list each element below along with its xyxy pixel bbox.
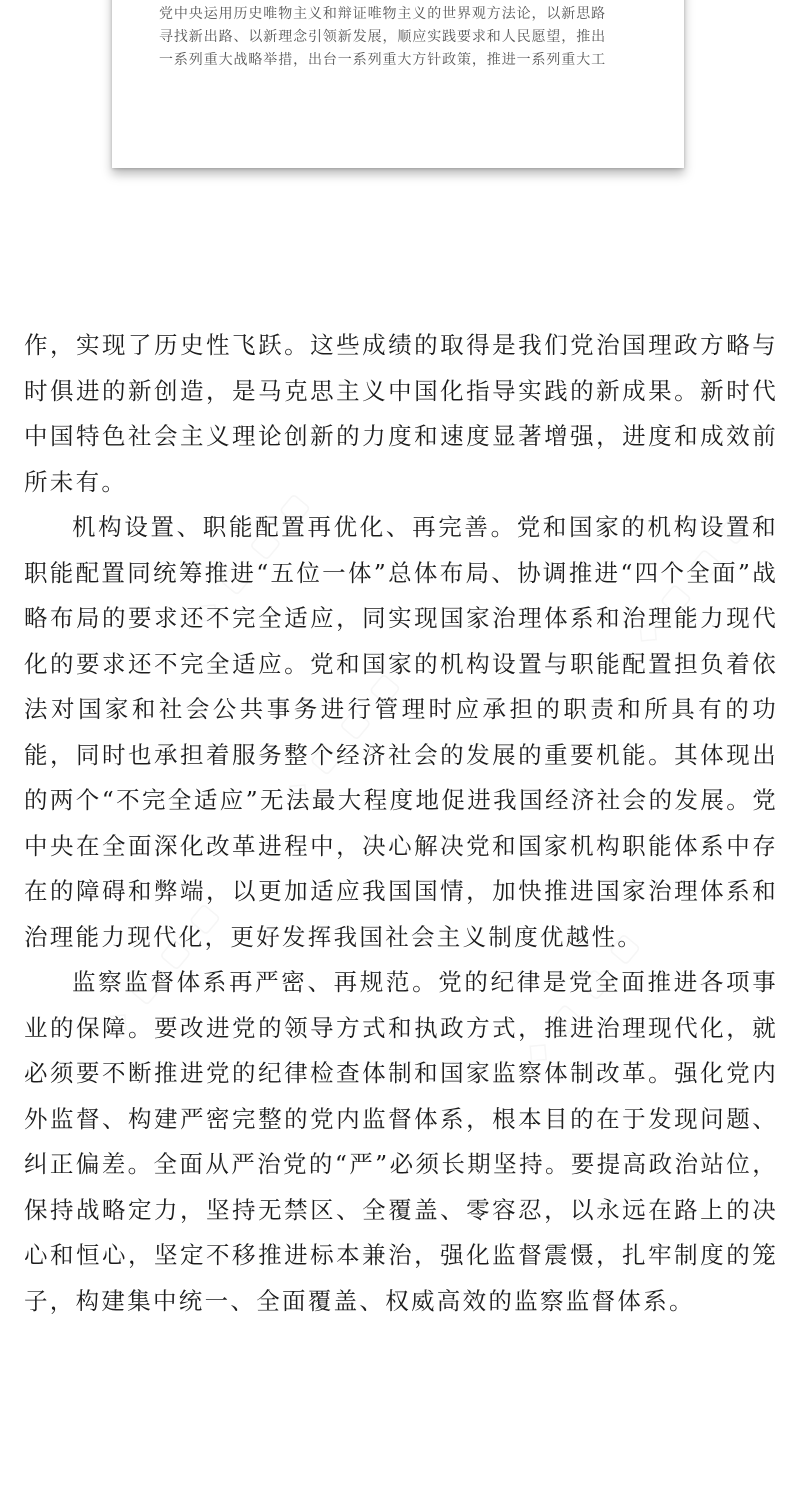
quote-card-line: 一系列重大战略举措，出台一系列重大方针政策，推进一系列重大工 <box>159 52 606 68</box>
paragraph: 监察监督体系再严密、再规范。党的纪律是党全面推进各项事业的保障。要改进党的领导方式和执政方式，推进治理现代化，就必须要不断推进党的纪律检查体制和国家监察体制改革。强化党内外监督、构建严密完整的党内监督体系，根本目的在于发现问题、纠正偏差。全面从严治党的“严”必须长期坚持。要提高政治站位，保持战略定力，坚持无禁区、全覆盖、零容忍，以永远在路上的决心和恒心，坚定不移推进标本兼治，强化监督震慑，扎牢制度的笼子，构建集中统一、全面覆盖、权威高效的监察监督体系。 <box>24 968 778 1315</box>
paragraph: 作，实现了历史性飞跃。这些成绩的取得是我们党治国理政方略与时俱进的新创造，是马克思主义中国化指导实践的新成果。新时代中国特色社会主义理论创新的力度和速度显著增强，进度和成效前所未有。 <box>24 331 778 496</box>
quote-card-text <box>159 3 643 72</box>
paragraph: 机构设置、职能配置再优化、再完善。党和国家的机构设置和职能配置同统筹推进“五位一体”总体布局、协调推进“四个全面”战略布局的要求还不完全适应，同实现国家治理体系和治理能力现代化的要求还不完全适应。党和国家的机构设置与职能配置担负着依法对国家和社会公共事务进行管理时应承担的职责和所具有的功能，同时也承担着服务整个经济社会的发展的重要机能。其体现出的两个“不完全适应”无法最大程度地促进我国经济社会的发展。党中央在全面深化改革进程中，决心解决党和国家机构职能体系中存在的障碍和弊端，以更加适应我国国情，加快推进国家治理体系和治理能力现代化，更好发挥我国社会主义制度优越性。 <box>24 513 778 951</box>
quote-card-line: 寻找新出路、以新理念引领新发展，顺应实践要求和人民愿望，推出 <box>159 29 606 45</box>
quote-card-line: 党中央运用历史唯物主义和辩证唯物主义的世界观方法论，以新思路 <box>159 6 606 22</box>
quote-card <box>112 0 684 168</box>
article-body <box>24 323 778 1324</box>
